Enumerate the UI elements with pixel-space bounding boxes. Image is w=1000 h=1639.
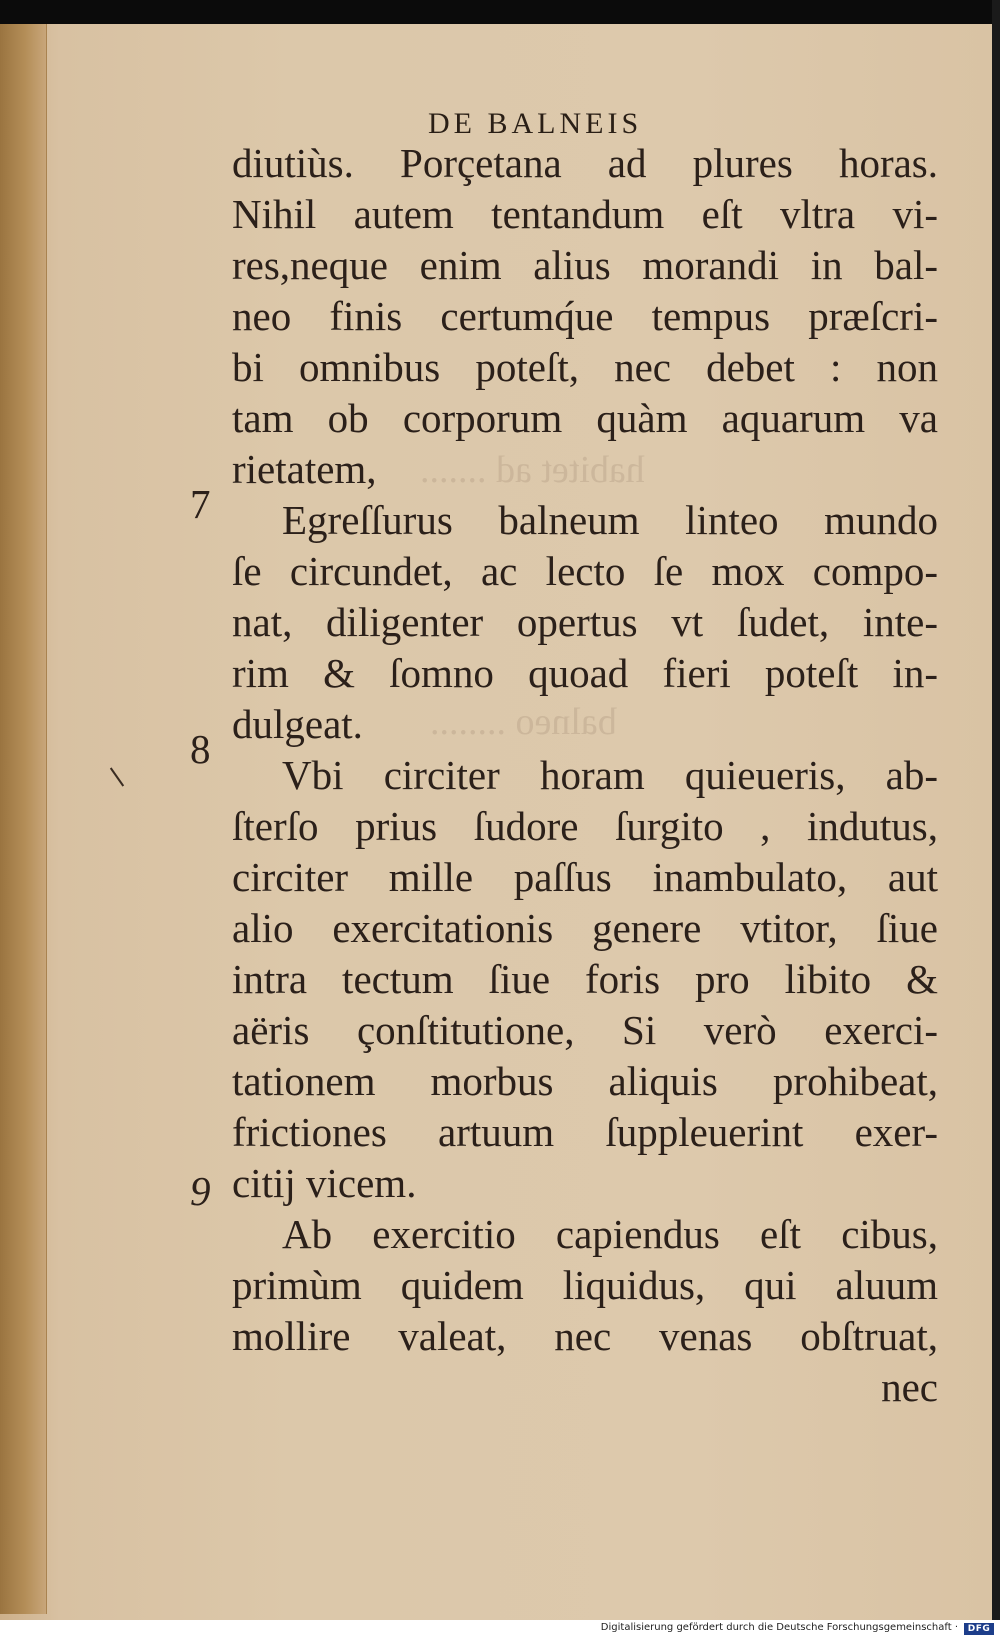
- text-line: res,neque enim alius morandi in bal-: [232, 242, 938, 288]
- text-line: ſe circundet, ac lecto ſe mox compo-: [232, 548, 938, 594]
- text-line: citij vicem.: [232, 1160, 417, 1206]
- text-line: primùm quidem liquidus, qui aluum: [232, 1262, 938, 1308]
- text-line: diutiùs. Porçetana ad plures horas.: [232, 140, 938, 186]
- book-spine-edge: [0, 24, 47, 1614]
- funding-credit: Digitalisierung gefördert durch die Deutsche Forschungsgemeinschaft ·: [600, 1622, 958, 1633]
- scanner-right-border: [992, 0, 1000, 1620]
- text-line: rim & ſomno quoad fieri poteſt in-: [232, 650, 938, 696]
- text-line: tam ob corporum quàm aquarum va: [232, 395, 938, 441]
- text-line: Egreſſurus balneum linteo mundo: [282, 497, 938, 543]
- text-line: rietatem,: [232, 446, 377, 492]
- section-number-8: 8: [190, 726, 211, 772]
- section-number-9: 9: [190, 1168, 211, 1214]
- scanner-top-border: [0, 0, 1000, 24]
- text-line: tationem morbus aliquis prohibeat,: [232, 1058, 938, 1104]
- catchword: nec: [881, 1364, 938, 1410]
- running-head: DE BALNEIS: [428, 107, 643, 140]
- text-line: Ab exercitio capiendus eſt cibus,: [282, 1211, 938, 1257]
- text-line: aëris çonſtitutione, Si verò exerci-: [232, 1007, 938, 1053]
- text-line: dulgeat.: [232, 701, 363, 747]
- text-line: circiter mille paſſus inambulato, aut: [232, 854, 938, 900]
- text-line: mollire valeat, nec venas obſtruat,: [232, 1313, 938, 1359]
- footer-bar: [0, 1620, 1000, 1639]
- text-line: intra tectum ſiue foris pro libito &: [232, 956, 938, 1002]
- text-line: Nihil autem tentandum eſt vltra vi-: [232, 191, 938, 237]
- text-line: frictiones artuum ſuppleuerint exer-: [232, 1109, 938, 1155]
- dfg-logo: DFG: [964, 1623, 994, 1635]
- text-line: bi omnibus poteſt, nec debet : non: [232, 344, 938, 390]
- text-line: nat, diligenter opertus vt ſudet, inte-: [232, 599, 938, 645]
- section-number-7: 7: [190, 481, 211, 527]
- text-line: alio exercitationis genere vtitor, ſiue: [232, 905, 938, 951]
- show-through-text: habitet ad .......: [420, 449, 645, 491]
- text-line: Vbi circiter horam quieueris, ab-: [282, 752, 938, 798]
- show-through-text: balneo ........: [430, 701, 617, 743]
- body-text: [232, 138, 938, 1413]
- text-line: neo finis certumq́ue tempus præſcri-: [232, 293, 938, 339]
- text-line: ſterſo prius ſudore ſurgito , indutus,: [232, 803, 938, 849]
